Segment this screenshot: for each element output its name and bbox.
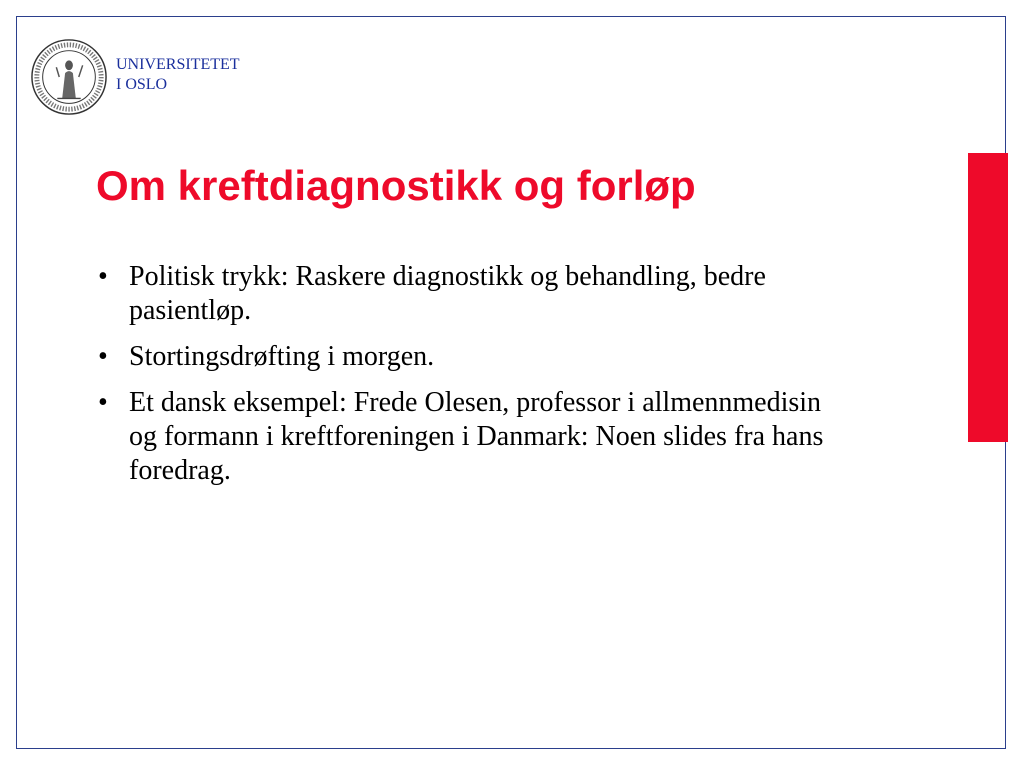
- university-seal-icon: [30, 38, 108, 116]
- bullet-list: [96, 260, 856, 500]
- bullet-marker: •: [98, 387, 108, 418]
- bullet-text: Et dansk eksempel: Frede Olesen, professor i allmennmedisin og formann i kreftforeningen i Danmark: Noen slides fra hans foredrag.: [129, 387, 824, 486]
- bullet-marker: •: [98, 261, 108, 292]
- bullet-marker: •: [98, 341, 108, 372]
- bullet-text: Stortingsdrøfting i morgen.: [129, 341, 435, 372]
- accent-bar: [968, 153, 1008, 442]
- university-name-line1: UNIVERSITETET: [116, 56, 240, 73]
- university-name-line2: I OSLO: [116, 76, 168, 93]
- university-name: [116, 55, 240, 95]
- list-item: [96, 386, 856, 488]
- list-item: [96, 260, 856, 328]
- slide-title: Om kreftdiagnostikk og forløp: [96, 162, 696, 209]
- bullet-text: Politisk trykk: Raskere diagnostikk og behandling, bedre pasientløp.: [129, 261, 766, 326]
- list-item: [96, 340, 856, 374]
